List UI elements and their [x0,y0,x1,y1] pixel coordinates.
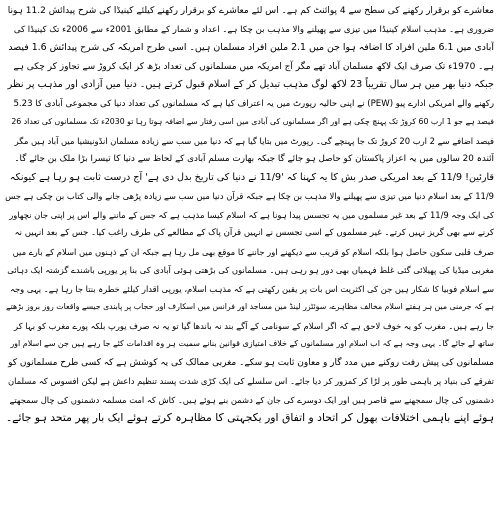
article-line-7: فیصد ہے جو 1 ارب 60 کروڑ تک پہنچ چکی ہے اور اگر مسلمانوں کی آبادی میں اسی رفتار سے اضافہ ہوتا رہا تو 2030ء تک مسلمانوں کی تعداد 26 [11,117,494,126]
article-line-3: آبادی میں 6.1 ملین افراد کا اضافہ ہوا جن میں 2.1 ملین افراد مسلمان ہیں۔ اسی طرح امریکہ کی شرح پیدائش 1.6 فیصد [8,42,494,53]
article-line-15: مغربی میڈیا کی پھیلائی گئی غلط فہمیاں بھی دور ہو رہی ہیں۔ مسلمانوں کی بڑھتی ہوئی آبادی کی بنا پر یورپی باشندے گزشتہ ایک دہائی [7,265,494,275]
article-line-13: کرنے سے بھی گریز نہیں کرتے۔ غیر مسلموں کے اسی تجسس نے انہیں قرآن پاک کے مطالعے کی طرف راغب کیا۔ جس کے بعد انہیں نہ [14,228,494,238]
article-line-2: ضروری ہے۔ مذہب اسلام کینیڈا میں تیزی سے پھیلنے والا مذہب بن چکا ہے۔ اعداد و شمار کے مطابق 2001ء سے 2006ء تک کینیڈا کی [13,24,494,35]
article-line-6: رکھنے والے امریکی ادارے پیو (PEW) نے اپنی حالیہ رپورٹ میں یہ اعتراف کیا ہے کہ مسلمانوں کی تعداد دنیا کی مجموعی آبادی کا 5.23 [13,98,494,109]
article-line-8: فیصد اضافے سے 2 ارب 20 کروڑ تک جا پہنچے گی۔ رپورٹ میں بتایا گیا ہے کہ دنیا میں سب سے زیادہ مسلمان انڈونیشیا میں آباد ہیں مگر [14,135,494,146]
article-line-9: آئندہ 20 سالوں میں یہ اعزاز پاکستان کو حاصل ہو جائے گا جبکہ بھارت مسلم آبادی کے لحاظ سے دنیا کا تیسرا بڑا ملک بن جائے گا۔ [14,154,494,164]
article-line-1: معاشرے کو برقرار رکھنے کی سطح سے 4 پوائنٹ کم ہے۔ اس لئے معاشرے کو برقرار رکھنے کیلئے کینیڈا کی شرح پیدائش 11.2 ہونا [7,6,494,16]
article-line-5: جبکہ دنیا بھر میں ہر سال تقریباً 23 لاکھ لوگ مذہب تبدیل کر کے اسلام قبول کرتے ہیں۔ دنیا میں آزادی اور مذہب پر نظر [7,79,494,90]
article-line-22: دشمنوں کی چال سمجھنے سے قاصر ہیں اور ایک دوسرے کی جان کے دشمن بنے ہوئے ہیں۔ کاش کہ امت مسلمہ دشمنوں کی چال سمجھتے [9,394,494,405]
article-line-19: ساتھ لے جائے گا۔ یہی وجہ ہے کہ اب اسلام اور مسلمانوں کے خلاف امتیازی قوانین بنانے سمیت ہر وہ اقدامات کئے جا رہے ہیں جن سے اسلام اور [10,339,494,348]
article-line-20: مسلمانوں کی پیش رفت روکنے میں مدد گار و معاون ثابت ہو سکے۔ مغربی ممالک کی یہ کوشش ہے کہ کسی طرح مسلمانوں کو [8,357,494,368]
article-line-14: صرف قلبی سکون حاصل ہوا بلکہ اسلام کو قریب سے دیکھنے اور جاننے کا موقع بھی مل رہا ہے جبکہ ان کے ذہنوں میں اسلام کے بارے میں [12,246,494,257]
article-line-18: جا رہے ہیں۔ مغرب کو یہ خوف لاحق ہے کہ اگر اسلام کے سونامی کے آگے بند نہ باندھا گیا تو یہ نہ صرف یورپ بلکہ پورے مغرب کو بہا کر [13,320,494,331]
article-line-12: کی ایک وجہ 11/9 کے بعد غیر مسلموں میں یہ تجسس پیدا ہونا ہے کہ اسلام کیسا مذہب ہے کہ جس کے ماننے والے اس پر اپنی جان نچھاور [9,209,494,220]
article-line-4: ہے۔ 1970ء تک صرف ایک لاکھ مسلمان آباد تھے مگر آج امریکہ میں مسلمانوں کی تعداد بڑھ کر ایک کروڑ سے تجاوز کر چکی ہے [13,61,494,72]
article-line-10: قارئین! 11/9 کے بعد امریکی صدر بش کا یہ کہنا کہ '11/9 نے دنیا کی تاریخ بدل دی ہے' آج درست ثابت ہو رہا ہے کیونکہ [9,171,494,183]
article-line-16: سے اسلام فوبیا کا شکار ہیں جن کی اکثریت اس بات پر یقین رکھتی ہے کہ مذہب اسلام، یورپی اقدار کیلئے خطرہ بنتا جا رہا ہے۔ یہی وجہ [10,283,494,294]
article-line-21: تفرقے کی بنیاد پر باہمی طور پر لڑا کر کمزور کر دیا جائے۔ اس سلسلے کی ایک کڑی شدت پسند تنظیم داعش ہے لیکن افسوس کہ مسلمان [7,376,494,386]
article-line-11: 11/9 کے بعد اسلام دنیا میں تیزی سے پھیلنے والا مذہب بن چکا ہے جبکہ قرآن دنیا میں سب سے زیادہ پڑھی جانے والی کتاب بن چکی ہے جس [5,191,494,201]
article-line-23: ہوئے اپنے باہمی اختلافات بھول کر اتحاد و اتفاق اور یکجہتی کا مظاہرہ کرتے ہوئے ایک بار پھر متحد ہو جائے۔ [5,411,494,424]
article-line-17: ہے کہ جرمنی میں ہر ہفتے اسلام مخالف مظاہرے، سوئٹزر لینڈ میں مساجد اور فرانس میں اسکارف اور حجاب پر پابندی جیسے واقعات روز بروز بڑھتے [6,302,494,311]
